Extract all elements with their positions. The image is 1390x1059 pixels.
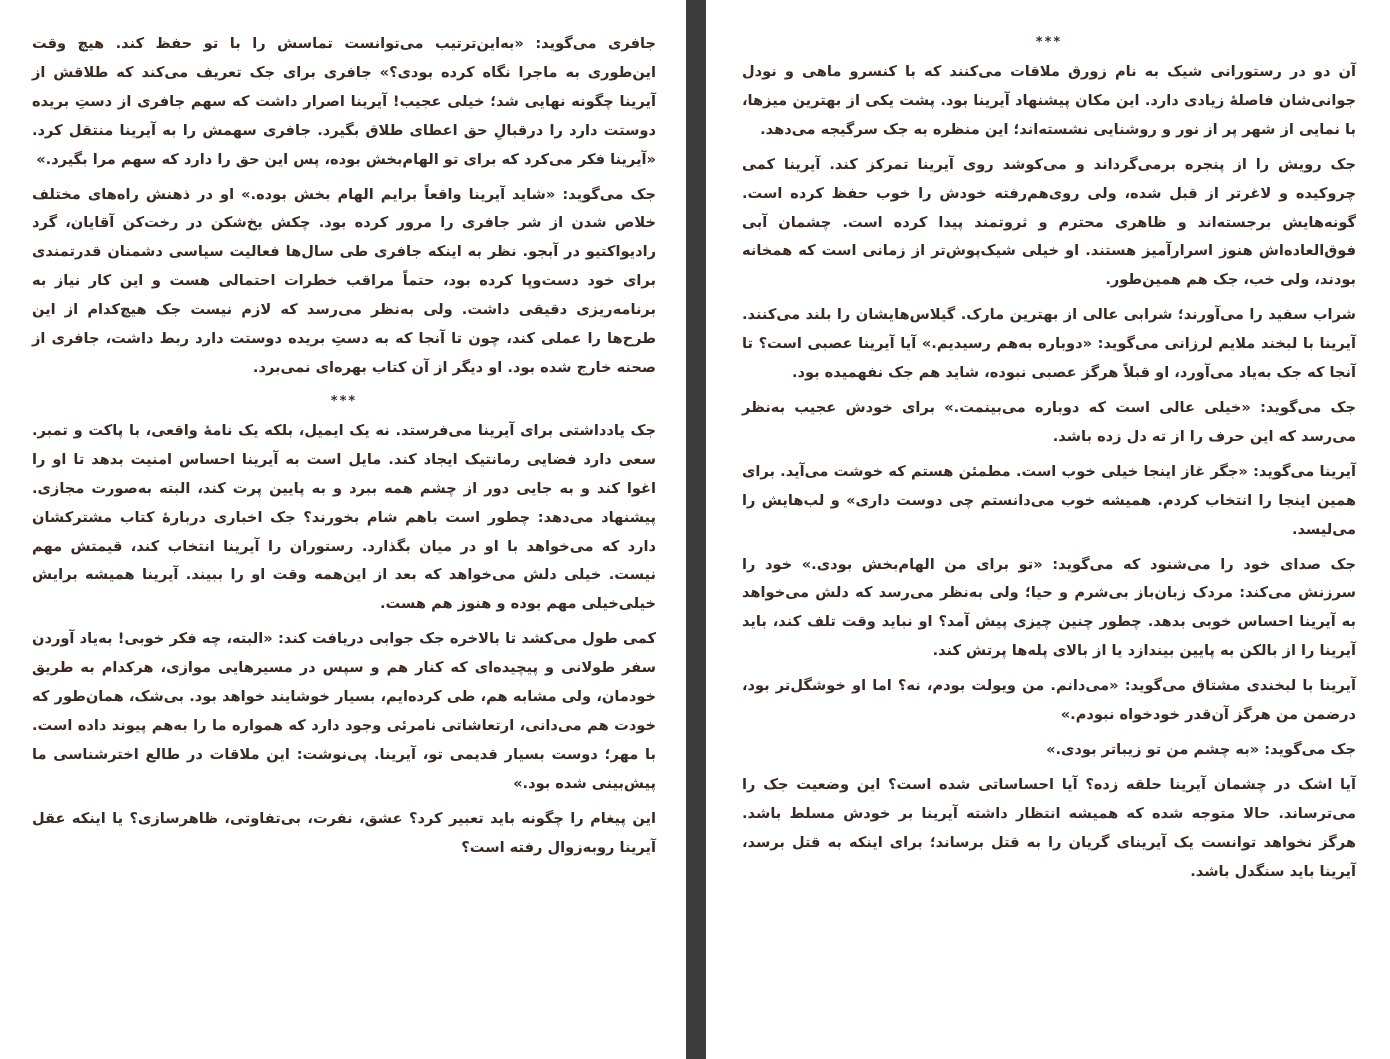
right-page-text bbox=[742, 30, 1356, 892]
paragraph: آیرینا با لبخندی مشتاق می‌گوید: «می‌دانم. من ویولت بودم، نه؟ اما او خوشگل‌تر بود، درضمن من هرگز آن‌قدر خودخواه نبودم.» bbox=[742, 677, 1356, 724]
paragraph: آیا اشک در چشمان آیرینا حلقه زده؟ آیا احساساتی شده است؟ این وضعیت جک را می‌ترساند. حالا متوجه شده که همیشه انتظار داشته آیرینا بر خودش مسلط باشد. هرگز نخواهد توانست یک آیرینای گریان را به قتل برساند؛ برای اینکه به قتل برسد، آیرینا باید سنگدل باشد. bbox=[742, 775, 1356, 880]
section-separator: *** bbox=[330, 393, 358, 409]
paragraph: این پیغام را چگونه باید تعبیر کرد؟ عشق، نفرت، بی‌تفاوتی، ظاهرسازی؟ یا اینکه عقل آیرینا روبه‌زوال رفته است؟ bbox=[32, 809, 656, 856]
left-page bbox=[0, 0, 686, 1059]
paragraph: شراب سفید را می‌آورند؛ شرابی عالی از بهترین مارک. گیلاس‌هایشان را بلند می‌کنند. آیرینا با لبخند ملایم لرزانی می‌گوید: «دوباره به‌هم رسیدیم.» آیا آیرینا عصبی است؟ تا آنجا که جک به‌یاد می‌آورد، او قبلاً هرگز عصبی نبوده، شاید هم جک نفهمیده بود. bbox=[742, 306, 1356, 382]
paragraph: کمی طول می‌کشد تا بالاخره جک جوابی دریافت کند: «البته، چه فکر خوبی! به‌یاد آوردن سفر طولانی و پیچیده‌ای که کنار هم و سپس در مسیرهایی موازی، هرکدام به طریق خودمان، ولی مشابه هم، طی کرده‌ایم، بسیار خوشایند خواهد بود. بی‌شک، همان‌طور که خودت هم می‌دانی، ارتعاشاتی نامرئی وجود دارد که همواره ما را به‌هم پیوند داده است. با مهر؛ دوست بسیار قدیمی تو، آیرینا. پی‌نوشت: این ملاقات در طالع اخترشناسی ما پیش‌بینی شده بود.» bbox=[32, 630, 656, 792]
paragraph: جک یادداشتی برای آیرینا می‌فرستد. نه یک ایمیل، بلکه یک نامهٔ واقعی، با پاکت و تمبر. سعی دارد فضایی رمانتیک ایجاد کند. مایل است به آیرینا احساس امنیت بدهد تا او را اغوا کند و به جایی دور از چشم همه ببرد و به پایین پرت کند، البته به‌صورت مجازی. پیشنهاد می‌دهد: چطور است باهم شام بخورند؟ جک اخباری دربارهٔ کتاب مشترکشان دارد که می‌خواهد با او در میان بگذارد. رستوران را آیرینا انتخاب کند، قیمتش مهم نیست. خیلی دلش می‌خواهد که بعد از این‌همه وقت او را ببیند. آیرینا همیشه برایش خیلی‌خیلی مهم بوده و هنوز هم هست. bbox=[32, 421, 656, 613]
section-separator: *** bbox=[1035, 35, 1063, 50]
paragraph: آیرینا می‌گوید: «جگر غاز اینجا خیلی خوب است. مطمئن هستم که خوشت می‌آید. برای همین اینجا را انتخاب کردم. همیشه خوب می‌دانستم چی دوست داری» و لب‌هایش را می‌لیسد. bbox=[742, 462, 1356, 538]
paragraph: جک رویش را از پنجره برمی‌گرداند و می‌کوشد روی آیرینا تمرکز کند. آیرینا کمی چروکیده و لاغرتر از قبل شده، ولی روی‌هم‌رفته خودش را خوب حفظ کرده است. گونه‌هایش برجسته‌اند و ظاهری محترم و ثروتمند پیدا کرده است. چشمان آبی فوق‌العاده‌اش هنوز اسرارآمیز هستند. او خیلی شیک‌پوش‌تر از زمانی است که همخانه بودند، ولی خب، جک هم همین‌طور. bbox=[742, 155, 1356, 289]
paragraph: جک می‌گوید: «خیلی عالی است که دوباره می‌بینمت.» برای خودش عجیب به‌نظر می‌رسد که این حرف را از ته دل زده باشد. bbox=[742, 398, 1356, 445]
book-gutter bbox=[686, 0, 706, 1059]
paragraph: آن دو در رستورانی شیک به نام زورق ملاقات می‌کنند که با کنسرو ماهی و نودل جوانی‌شان فاصلهٔ زیادی دارد. این مکان پیشنهاد آیرینا بود. پشت یکی از بهترین میزها، با نمایی از شهر پر از نور و روشنایی نشسته‌اند؛ این منظره به جک سرگیجه می‌دهد. bbox=[742, 63, 1356, 138]
paragraph: جک می‌گوید: «به چشم من تو زیباتر بودی.» bbox=[1046, 740, 1356, 758]
paragraph: جافری می‌گوید: «به‌این‌ترتیب می‌توانست تماسش را با تو حفظ کند. هیچ وقت این‌طوری به ماجرا نگاه کرده بودی؟» جافری برای جک تعریف می‌کند که طلاقش از آیرینا چگونه نهایی شد؛ خیلی عجیب! آیرینا اصرار داشت که سهم جافری از دستِ بریده دوستت دارد را درقبالِ حق اعطای طلاق بگیرد. جافری سهمش را به آیرینا منتقل کرد. «آیرینا فکر می‌کرد که برای تو الهام‌بخش بوده، پس این حق را دارد که سهم مرا بگیرد.» bbox=[32, 35, 656, 168]
paragraph: جک می‌گوید: «شاید آیرینا واقعاً برایم الهام بخش بوده.» او در ذهنش راه‌های مختلف خلاص شدن از شر جافری را مرور کرده بود. چکش یخ‌شکن در رخت‌کن آقایان، گرد رادیواکتیو در آبجو. نظر به اینکه جافری طی سال‌ها فعالیت سیاسی دشمنان قدرتمندی برای خود دست‌وپا کرده بود، حتماً مراقب خطرات احتمالی هست و این کار نیاز به برنامه‌ریزی دقیقی داشت. ولی به‌نظر می‌رسد که لازم نیست جک هیچ‌کدام از این طرح‌ها را عملی کند، چون تا آنجا که به دستِ بریده دوستت دارد ربط داشت، جافری از صحنه خارج شده بود. او دیگر از آن کتاب بهره‌ای نمی‌برد. bbox=[32, 185, 656, 376]
right-page bbox=[706, 0, 1390, 1059]
left-page-text bbox=[32, 30, 656, 868]
paragraph: جک صدای خود را می‌شنود که می‌گوید: «تو برای من الهام‌بخش بودی.» خود را سرزنش می‌کند: مردک زبان‌باز بی‌شرم و حیا؛ ولی به‌نظر می‌رسد که دلش می‌خواهد به آیرینا احساس خوبی بدهد. چطور چنین چیزی پیش آمد؟ او نباید وقت تلف کند، باید آیرینا را از بالکن به پایین بیندازد یا از بالای پله‌ها پرتش کند. bbox=[742, 555, 1356, 660]
